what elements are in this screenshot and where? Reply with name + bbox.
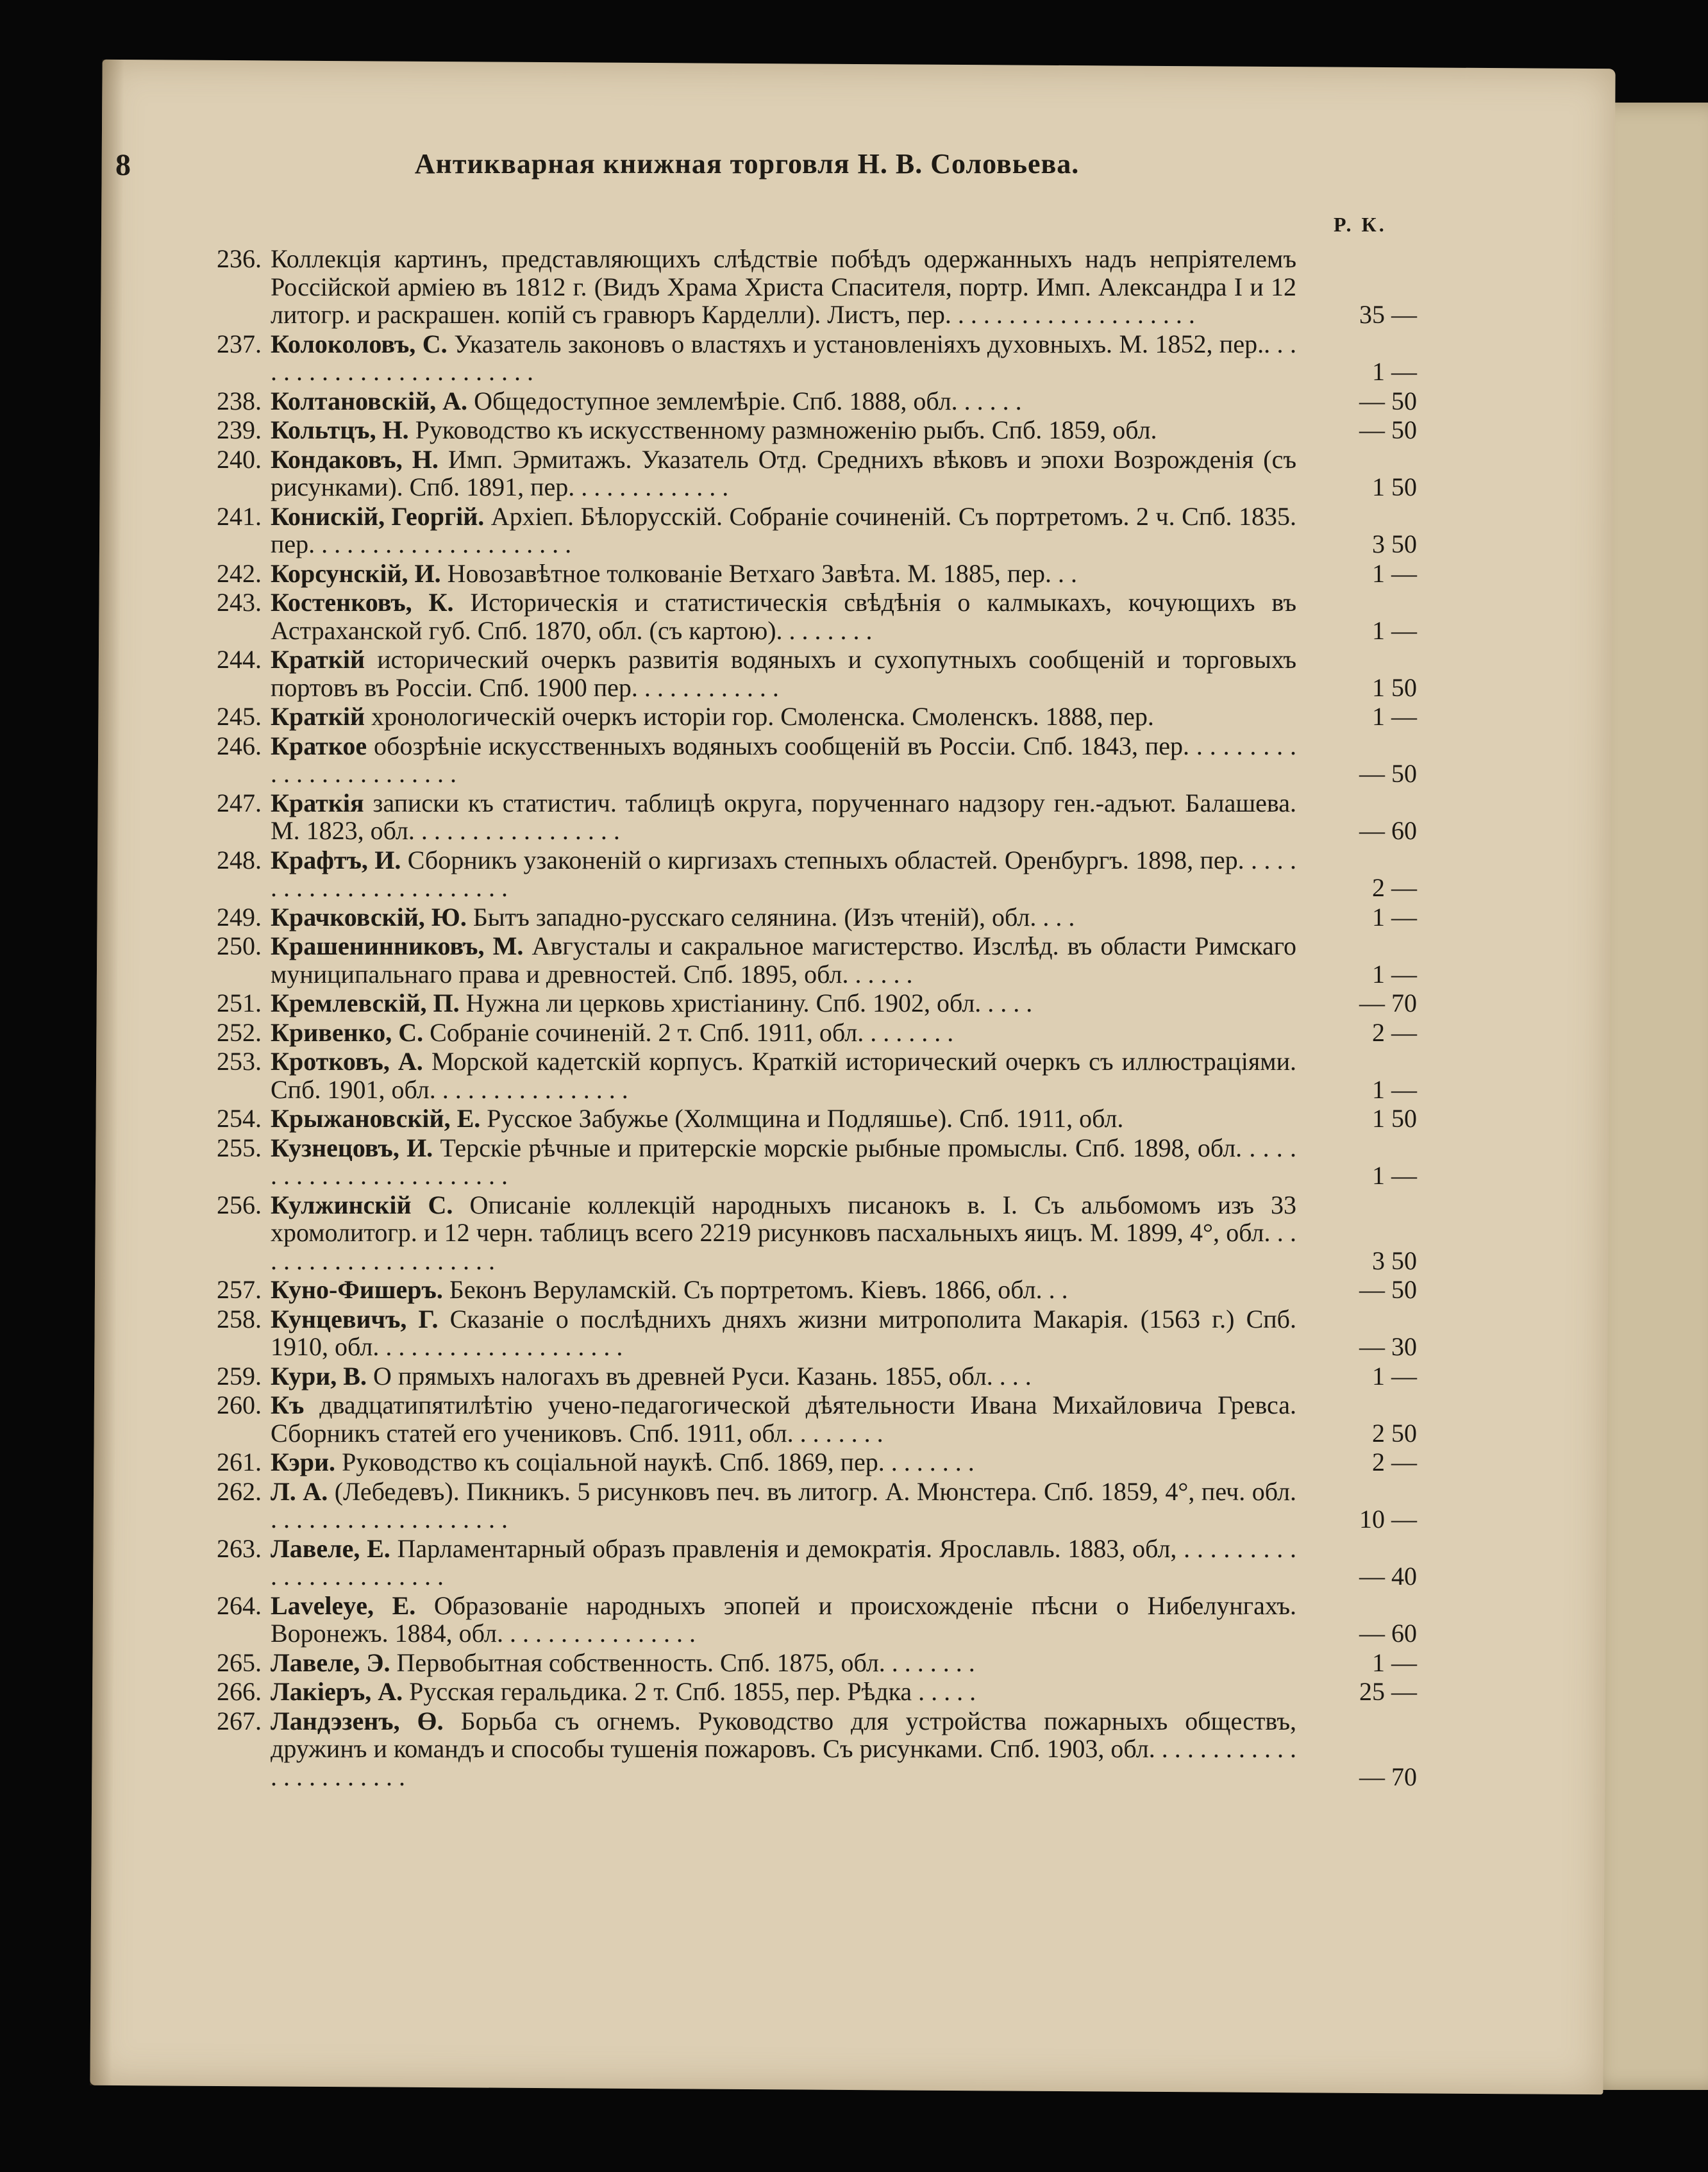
catalog-entry (192, 1362, 1430, 1391)
entry-price: 35 — (1359, 300, 1417, 329)
entry-description (271, 846, 1296, 902)
entry-author: Кури, В. (271, 1361, 367, 1391)
entry-price: 10 — (1359, 1505, 1417, 1533)
entry-number: 244. (217, 645, 262, 674)
catalog-entry (192, 1305, 1430, 1361)
entry-price: 1 50 (1372, 672, 1417, 702)
entry-description (271, 646, 1296, 701)
catalog-entry (192, 1019, 1430, 1047)
entry-author: Краткій (271, 702, 365, 731)
entry-number: 251. (217, 989, 262, 1017)
entry-price: — 30 (1359, 1332, 1417, 1361)
entry-number: 243. (217, 588, 262, 617)
entry-number: 267. (217, 1706, 262, 1735)
entry-price: 2 50 (1372, 1418, 1417, 1448)
entry-number: 240. (217, 444, 262, 474)
catalog-entry (192, 560, 1430, 588)
entry-text: Историческія и статистическія свѣдѣнія о калмыкахъ, кочующихъ въ Астраханской губ. Спб. 1870, обл. (съ картою). . . . . . . . (271, 588, 1297, 645)
catalog-entry (192, 1391, 1430, 1447)
catalog-entry (192, 387, 1430, 415)
entry-description (271, 1276, 1296, 1304)
entry-number: 247. (217, 788, 262, 817)
entry-author: Краткія (271, 788, 364, 817)
entry-text: Морской кадетскій корпусъ. Краткій исторический очеркъ съ иллюстраціями. Спб. 1901, обл. . . . . . . . . . . . . . . . (271, 1047, 1296, 1104)
entry-number: 249. (217, 902, 262, 931)
catalog-entry (192, 1535, 1430, 1591)
entry-description (271, 989, 1296, 1017)
entry-price: 1 — (1372, 959, 1417, 989)
entry-author: Кольтцъ, Н. (271, 415, 409, 444)
entry-number: 262. (217, 1476, 262, 1506)
entry-text: двадцатипятилѣтію учено-педагогической дѣятельности Ивана Михайловича Гревса. Сборникъ статей его учениковъ. Спб. 1911, обл. . . . . . . . (271, 1391, 1296, 1448)
entry-number: 241. (217, 501, 262, 531)
catalog-entry (192, 932, 1430, 988)
entry-author: Колтановскій, А. (271, 386, 468, 415)
entry-description (271, 732, 1296, 788)
entry-description (271, 446, 1296, 501)
entry-description (271, 560, 1296, 588)
entry-text: хронологическій очеркъ исторіи гор. Смоленска. Смоленскъ. 1888, пер. (371, 702, 1154, 731)
entry-price: 3 50 (1372, 1246, 1417, 1275)
catalog-entry (192, 245, 1430, 329)
catalog-entry (192, 1105, 1430, 1133)
entry-description (271, 1191, 1296, 1275)
entry-author: Кулжинскій С. (271, 1190, 453, 1219)
entry-author: Кремлевскій, П. (271, 989, 460, 1017)
catalog-entry (192, 589, 1430, 644)
running-head-title: Антикварная книжная торговля Н. В. Соловьева. (414, 148, 1080, 180)
catalog-entry (192, 1191, 1430, 1275)
entry-author: Колоколовъ, С. (271, 329, 448, 358)
entry-price: 3 50 (1372, 530, 1417, 558)
catalog-entry (192, 1649, 1430, 1677)
entry-number: 258. (217, 1304, 262, 1333)
entry-text: О прямыхъ налогахъ въ древней Руси. Казань. 1855, обл. . . . (373, 1361, 1032, 1391)
entry-price: 1 — (1372, 702, 1417, 731)
entry-text: (Лебедевъ). Пикникъ. 5 рисунковъ печ. въ литогр. А. Мюнстера. Спб. 1859, 4°, печ. обл. . . . . . . . . . . . . . . . . . . . (271, 1476, 1297, 1533)
entry-author: Крашенинниковъ, М. (271, 931, 524, 960)
catalog-entry (192, 1048, 1430, 1103)
entry-price: 2 — (1372, 1017, 1417, 1047)
entry-author: Къ (271, 1391, 305, 1419)
catalog-entry (192, 1478, 1430, 1533)
entry-author: Кондаковъ, Н. (271, 444, 439, 474)
entry-text: Общедоступное землемѣріе. Спб. 1888, обл. . . . . . (474, 386, 1022, 415)
page-number: 8 (115, 148, 131, 182)
entry-number: 248. (217, 845, 262, 874)
entry-number: 266. (217, 1677, 262, 1706)
entry-description (271, 789, 1296, 845)
catalog-entry (192, 503, 1430, 558)
entry-text: Беконъ Веруламскій. Съ портретомъ. Кіевъ. 1866, обл. . . (449, 1275, 1068, 1304)
entry-number: 236. (217, 244, 262, 273)
entry-author: Корсунскій, И. (271, 558, 441, 588)
entry-author: Краткое (271, 731, 367, 760)
entry-author: Ландэзенъ, Ө. (271, 1706, 444, 1735)
entry-number: 237. (217, 329, 262, 358)
entry-number: 253. (217, 1047, 262, 1076)
catalog-entry (192, 1276, 1430, 1304)
entry-description (271, 1105, 1296, 1133)
entry-author: Кэри. (271, 1448, 336, 1476)
entry-number: 259. (217, 1361, 262, 1391)
entry-description (271, 1448, 1296, 1476)
entry-text: Русская геральдика. 2 т. Спб. 1855, пер. Рѣдка . . . . . (409, 1677, 976, 1706)
entry-description (271, 1048, 1296, 1103)
entry-text: Терскіе рѣчные и притерскіе морскіе рыбные промыслы. Спб. 1898, обл. . . . . . . . . . . . . . . . . . . . . . . . (271, 1133, 1297, 1190)
catalog-entry (192, 330, 1430, 386)
entry-text: Описаніе коллекцій народныхъ писанокъ в. І. Съ альбомомъ изъ 33 хромолитогр. и 12 черн. таблицъ всего 2219 рисунковъ пасхальныхъ яицъ. М. 1899, 4°, обл. . . . . . . . . . . . . . . . . . . . . (271, 1190, 1297, 1275)
entry-price: 1 50 (1372, 472, 1417, 501)
entry-author: Кривенко, С. (271, 1017, 424, 1047)
entry-price: 1 — (1372, 902, 1417, 931)
catalog-entry (192, 1448, 1430, 1476)
entry-text: Коллекція картинъ, представляющихъ слѣдствіе побѣдъ одержанныхъ надъ непріятелемъ Россійской арміею въ 1812 г. (Видъ Храма Христа Спасителя, портр. Имп. Александра I и 12 литогр. и раскрашен. копій съ гравюръ Карделли). Листъ, пер. . . . . . . . . . . . . . . . . . . . (271, 244, 1296, 329)
entry-number: 239. (217, 415, 262, 444)
catalog-entry (192, 846, 1430, 902)
entry-description (271, 1391, 1296, 1447)
entry-price: — 70 (1359, 989, 1417, 1017)
entry-number: 254. (217, 1104, 262, 1133)
entry-description (271, 1019, 1296, 1047)
catalog-entry (192, 646, 1430, 701)
entry-price: 1 — (1372, 615, 1417, 645)
entry-price: — 60 (1359, 816, 1417, 845)
entry-description (271, 589, 1296, 644)
entry-price: 1 50 (1372, 1104, 1417, 1133)
entry-price: 25 — (1359, 1677, 1417, 1706)
entry-price: 1 — (1372, 1161, 1417, 1190)
entry-description (271, 503, 1296, 558)
entry-text: исторический очеркъ развитія водяныхъ и сухопутныхъ сообщеній и торговыхъ портовъ въ Россіи. Спб. 1900 пер. . . . . . . . . . . . (271, 645, 1297, 702)
entry-number: 265. (217, 1648, 262, 1677)
entry-author: Лавеле, Е. (271, 1533, 390, 1563)
entry-price: 1 — (1372, 1074, 1417, 1104)
entry-text: записки къ статистич. таблицѣ округа, порученнаго надзору ген.-адъют. Балашева. М. 1823, обл. . . . . . . . . . . . . . . . . (271, 788, 1296, 845)
entry-author: Конискій, Георгій. (271, 501, 485, 531)
entry-description (271, 1707, 1296, 1791)
entry-author: Крачковскій, Ю. (271, 902, 467, 931)
entry-author: Краткій (271, 645, 365, 674)
entry-description (271, 1305, 1296, 1361)
catalog-entry (192, 446, 1430, 501)
catalog-entry (192, 989, 1430, 1017)
entry-description (271, 1678, 1296, 1706)
entry-description (271, 330, 1296, 386)
catalog-entry (192, 703, 1430, 731)
entry-price: — 60 (1359, 1619, 1417, 1648)
entry-author: Кунцевичъ, Г. (271, 1304, 439, 1333)
entry-text: Архіеп. Бѣлорусскій. Собраніе сочиненій. Съ портретомъ. 2 ч. Спб. 1835. пер. . . . . . . . . . . . . . . . . . . . . (271, 501, 1297, 558)
entry-text: Сказаніе о послѣднихъ дняхъ жизни митрополита Макарія. (1563 г.) Спб. 1910, обл. . . . . . . . . . . . . . . . . . . . (271, 1304, 1297, 1361)
entry-price: — 50 (1359, 1275, 1417, 1304)
entry-price: 2 — (1372, 1448, 1417, 1476)
entry-price: — 40 (1359, 1562, 1417, 1591)
entry-price: — 70 (1359, 1762, 1417, 1791)
entry-text: Нужна ли церковь христіанину. Спб. 1902, обл. . . . . (465, 989, 1033, 1017)
catalog-entry (192, 1134, 1430, 1190)
entry-text: обозрѣніе искусственныхъ водяныхъ сообщеній въ Россіи. Спб. 1843, пер. . . . . . . . . . . . . . . . . . . . . . . . (271, 731, 1296, 788)
entry-author: Куно-Фишеръ. (271, 1275, 443, 1304)
catalog-entry (192, 789, 1430, 845)
catalog-entry (192, 732, 1430, 788)
catalog-entry (192, 1678, 1430, 1706)
entry-description (271, 932, 1296, 988)
entry-description (271, 1592, 1296, 1648)
entry-text: Парламентарный образъ правленія и демократія. Ярославль. 1883, обл, . . . . . . . . . . . . . . . . . . . . . . . (271, 1533, 1296, 1591)
entry-text: Указатель законовъ о властяхъ и установленіяхъ духовныхъ. М. 1852, пер.. . . . . . . . . . . . . . . . . . . . . . . . (271, 329, 1296, 386)
catalog-entry (192, 903, 1430, 931)
entry-price: — 50 (1359, 415, 1417, 444)
entry-author: Л. А. (271, 1476, 328, 1506)
entry-number: 256. (217, 1190, 262, 1219)
entry-description (271, 1362, 1296, 1391)
entry-description (271, 903, 1296, 931)
entry-text: Новозавѣтное толкованіе Ветхаго Завѣта. М. 1885, пер. . . (447, 558, 1077, 588)
entry-text: Августалы и сакральное магистерство. Изслѣд. въ области Римскаго муниципальнаго права и древностей. Спб. 1895, обл. . . . . . (271, 931, 1297, 989)
entry-price: 1 — (1372, 558, 1417, 588)
entry-author: Крафтъ, И. (271, 845, 401, 874)
entry-description (271, 703, 1296, 731)
price-column-header: Р. К. (1334, 213, 1387, 236)
entry-author: Кузнецовъ, И. (271, 1133, 433, 1162)
entry-price: — 50 (1359, 759, 1417, 788)
entry-description (271, 387, 1296, 415)
entry-text: Первобытная собственность. Спб. 1875, обл. . . . . . . . (396, 1648, 975, 1677)
entry-number: 263. (217, 1533, 262, 1563)
catalog-entry (192, 416, 1430, 444)
entry-author: Крыжановскій, Е. (271, 1104, 481, 1133)
entry-author: Лавеле, Э. (271, 1648, 390, 1677)
entry-number: 260. (217, 1391, 262, 1419)
entry-text: Сборникъ узаконеній о киргизахъ степныхъ областей. Оренбургъ. 1898, пер. . . . . . . . . . . . . . . . . . . . . . . . (271, 845, 1296, 902)
catalog-entry (192, 1592, 1430, 1648)
entry-number: 261. (217, 1448, 262, 1476)
running-header (115, 147, 1378, 199)
entry-text: Бытъ западно-русскаго селянина. (Изъ чтеній), обл. . . . (473, 902, 1075, 931)
entry-text: Имп. Эрмитажъ. Указатель Отд. Среднихъ вѣковъ и эпохи Возрожденія (съ рисунками). Спб. 1891, пер. . . . . . . . . . . . . (271, 444, 1297, 501)
entry-text: Русское Забужье (Холмщина и Подляшье). Спб. 1911, обл. (487, 1104, 1124, 1133)
entry-author: Laveleye, E. (271, 1591, 416, 1620)
entry-number: 238. (217, 386, 262, 415)
entry-text: Борьба съ огнемъ. Руководство для устройства пожарныхъ обществъ, дружинъ и командъ и способы тушенія пожаровъ. Съ рисунками. Спб. 1903, обл. . . . . . . . . . . . . . . . . . . . . . . (271, 1706, 1297, 1791)
entry-description (271, 245, 1296, 329)
entry-number: 255. (217, 1133, 262, 1162)
entry-author: Кротковъ, А. (271, 1047, 423, 1076)
entry-price: 1 — (1372, 1361, 1417, 1391)
entry-text: Руководство къ соціальной наукѣ. Спб. 1869, пер. . . . . . . . (342, 1448, 975, 1476)
entry-number: 250. (217, 931, 262, 960)
entry-description (271, 1535, 1296, 1591)
entry-description (271, 1649, 1296, 1677)
entry-number: 242. (217, 558, 262, 588)
entry-author: Костенковъ, К. (271, 588, 454, 617)
entry-description (271, 1134, 1296, 1190)
entry-description (271, 416, 1296, 444)
entry-number: 252. (217, 1017, 262, 1047)
entry-number: 246. (217, 731, 262, 760)
entry-price: 2 — (1372, 873, 1417, 902)
entry-description (271, 1478, 1296, 1533)
entry-number: 257. (217, 1275, 262, 1304)
entry-price: — 50 (1359, 386, 1417, 415)
entry-number: 245. (217, 702, 262, 731)
catalog-entry (192, 1707, 1430, 1791)
entry-text: Руководство къ искусственному размноженію рыбъ. Спб. 1859, обл. (415, 415, 1157, 444)
catalog-listing (192, 245, 1430, 1792)
entry-price: 1 — (1372, 357, 1417, 386)
entry-number: 264. (217, 1591, 262, 1620)
entry-author: Лакіеръ, А. (271, 1677, 403, 1706)
entry-price: 1 — (1372, 1648, 1417, 1677)
entry-text: Образованіе народныхъ эпопей и происхожденіе пѣсни о Нибелунгахъ. Воронежъ. 1884, обл. . . . . . . . . . . . . . . . (271, 1591, 1297, 1648)
entry-text: Собраніе сочиненій. 2 т. Спб. 1911, обл. . . . . . . . (430, 1017, 954, 1047)
